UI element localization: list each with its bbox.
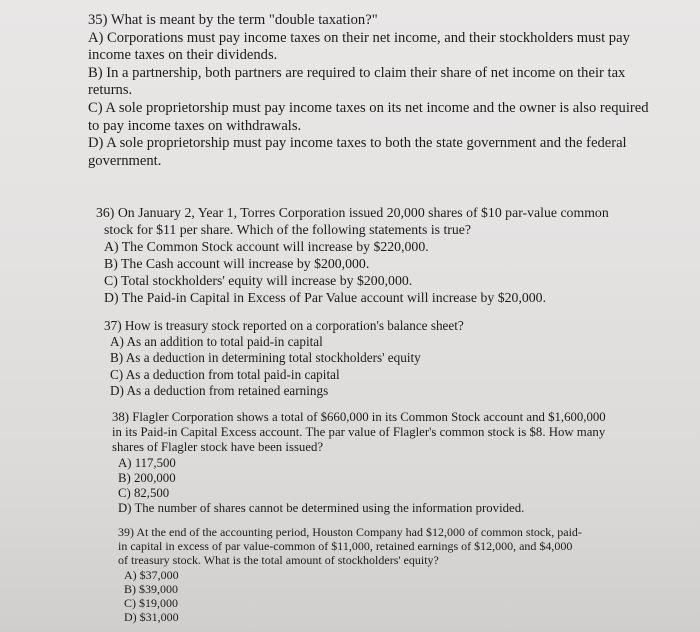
question-35 bbox=[88, 12, 649, 170]
option-d: D) As a deduction from retained earnings bbox=[110, 382, 329, 398]
option-text: income taxes on their dividends. bbox=[88, 47, 278, 64]
option-text: government. bbox=[88, 152, 162, 169]
option-text: D) A sole proprietorship must pay income taxes to both the state government and the federal bbox=[88, 135, 627, 152]
option-d: D) The number of shares cannot be determined using the information provided. bbox=[118, 501, 525, 516]
option-text: returns. bbox=[88, 82, 133, 99]
option-text: C) A sole proprietorship must pay income taxes on its net income and the owner is also required bbox=[88, 99, 649, 116]
option-text: B) In a partnership, both partners are required to claim their share of net income on their tax bbox=[88, 64, 626, 81]
question-36-text: 36) On January 2, Year 1, Torres Corporation issued 20,000 shares of $10 par-value common bbox=[96, 205, 609, 220]
option-b: B) 200,000 bbox=[118, 470, 176, 485]
option-a: A) As an addition to total paid-in capital bbox=[110, 334, 323, 350]
option-text: to pay income taxes on withdrawals. bbox=[88, 117, 302, 134]
option-d: D) The Paid-in Capital in Excess of Par Value account will increase by $20,000. bbox=[104, 290, 547, 306]
question-36 bbox=[96, 204, 609, 307]
question-36-text: stock for $11 per share. Which of the following statements is true? bbox=[104, 222, 472, 238]
option-a: A) $37,000 bbox=[124, 567, 179, 582]
question-35-text: 35) What is meant by the term "double taxation?" bbox=[88, 12, 378, 28]
question-38-text: shares of Flagler stock have been issued? bbox=[112, 440, 324, 455]
option-c: C) 82,500 bbox=[118, 486, 170, 501]
question-37-text: 37) How is treasury stock reported on a corporation's balance sheet? bbox=[104, 318, 464, 333]
option-a: A) The Common Stock account will increase by $220,000. bbox=[104, 239, 429, 255]
question-39-text: 39) At the end of the accounting period, Houston Company had $12,000 of common stock, paid- bbox=[118, 525, 582, 539]
option-b: B) The Cash account will increase by $200,000. bbox=[104, 256, 370, 272]
question-39-text: of treasury stock. What is the total amount of stockholders' equity? bbox=[118, 553, 439, 568]
question-39 bbox=[118, 525, 582, 624]
option-a: A) 117,500 bbox=[118, 455, 176, 470]
option-b: B) $39,000 bbox=[124, 581, 178, 596]
question-38 bbox=[112, 410, 606, 516]
option-text: A) Corporations must pay income taxes on their net income, and their stockholders must pay bbox=[88, 29, 630, 46]
question-38-text: 38) Flagler Corporation shows a total of $660,000 in its Common Stock account and $1,600,000 bbox=[112, 410, 606, 424]
option-c: C) As a deduction from total paid-in capital bbox=[110, 366, 340, 382]
option-c: C) Total stockholders' equity will increase by $200,000. bbox=[104, 273, 413, 289]
option-d: D) $31,000 bbox=[124, 610, 179, 625]
option-b: B) As a deduction in determining total stockholders' equity bbox=[110, 350, 421, 366]
option-c: C) $19,000 bbox=[124, 596, 178, 611]
question-39-text: in capital in excess of par value-common of $11,000, retained earnings of $12,000, and $4,000 bbox=[118, 539, 573, 554]
question-38-text: in its Paid-in Capital Excess account. The par value of Flagler's common stock is $8. How many bbox=[112, 425, 606, 440]
question-37 bbox=[104, 318, 464, 399]
